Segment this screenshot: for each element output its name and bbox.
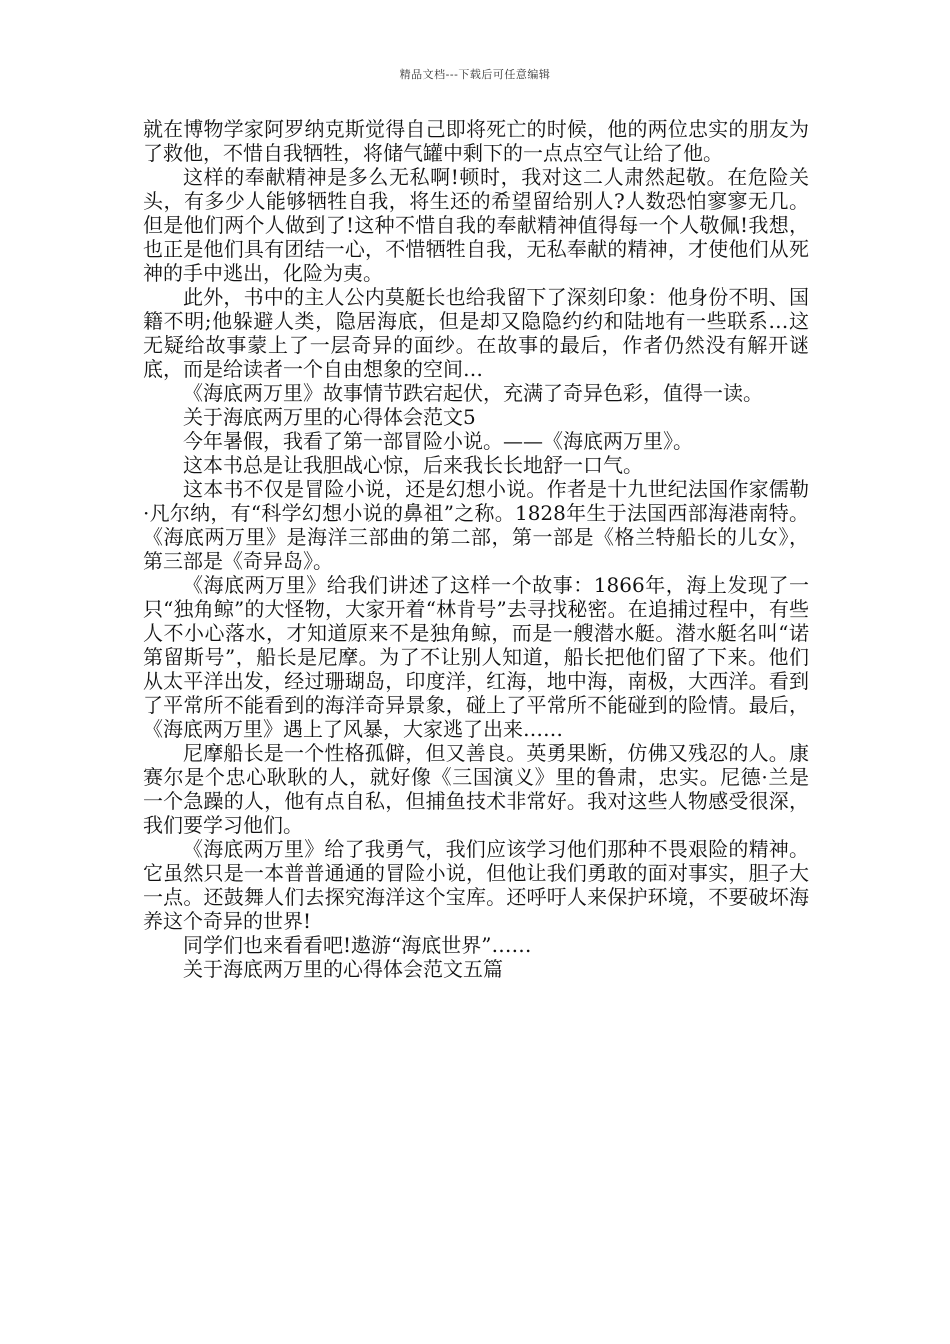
paragraph: 这本书总是让我胆战心惊，后来我长长地舒一口气。 [183,453,643,477]
paragraph: 《海底两万里》给了我勇气，我们应该学习他们那种不畏艰险的精神。它虽然只是一本普普通通的冒险小说，但他让我们勇敢的面对事实，胆子大一点。还鼓舞人们去探究海洋这个宝库。还呼吁人来保护环境，不要破坏海养这个奇异的世界! [143,837,809,933]
paragraph: 《海底两万里》故事情节跌宕起伏，充满了奇异色彩，值得一读。 [183,381,763,405]
paragraph: 尼摩船长是一个性格孤僻，但又善良。英勇果断，仿佛又残忍的人。康赛尔是个忠心耿耿的人，就好像《三国演义》里的鲁肃，忠实。尼德·兰是一个急躁的人，他有点自私，但捕鱼技术非常好。我对这些人物感受很深，我们要学习他们。 [143,741,809,837]
paragraph: 同学们也来看看吧!遨游“海底世界”…… [183,933,532,957]
document-body [143,117,809,981]
paragraph: 今年暑假，我看了第一部冒险小说。——《海底两万里》。 [183,429,693,453]
page-header: 精品文档---下载后可任意编辑 [399,68,551,81]
section-heading: 关于海底两万里的心得体会范文5 [183,405,476,429]
section-heading: 关于海底两万里的心得体会范文五篇 [183,957,503,981]
paragraph: 这样的奉献精神是多么无私啊!顿时，我对这二人肃然起敬。在危险关头，有多少人能够牺牲自我，将生还的希望留给别人?人数恐怕寥寥无几。但是他们两个人做到了!这种不惜自我的奉献精神值得每一个人敬佩!我想，也正是他们具有团结一心，不惜牺牲自我，无私奉献的精神，才使他们从死神的手中逃出，化险为夷。 [143,165,809,285]
paragraph: 《海底两万里》给我们讲述了这样一个故事：1866年，海上发现了一只“独角鲸”的大怪物，大家开着“林肯号”去寻找秘密。在追捕过程中，有些人不小心落水，才知道原来不是独角鲸，而是一艘潜水艇。潜水艇名叫“诺第留斯号”，船长是尼摩。为了不让别人知道，船长把他们留了下来。他们从太平洋出发，经过珊瑚岛，印度洋，红海，地中海，南极，大西洋。看到了平常所不能看到的海洋奇异景象，碰上了平常所不能碰到的险情。最后，《海底两万里》遇上了风暴，大家逃了出来…… [143,573,809,741]
paragraph: 此外，书中的主人公内莫艇长也给我留下了深刻印象：他身份不明、国籍不明;他躲避人类，隐居海底，但是却又隐隐约约和陆地有一些联系…这无疑给故事蒙上了一层奇异的面纱。在故事的最后，作者仍然没有解开谜底，而是给读者一个自由想象的空间… [143,285,809,381]
paragraph: 这本书不仅是冒险小说，还是幻想小说。作者是十九世纪法国作家儒勒·凡尔纳，有“科学幻想小说的鼻祖”之称。1828年生于法国西部海港南特。《海底两万里》是海洋三部曲的第二部，第一部是《格兰特船长的儿女》，第三部是《奇异岛》。 [143,477,809,573]
paragraph: 就在博物学家阿罗纳克斯觉得自己即将死亡的时候，他的两位忠实的朋友为了救他，不惜自我牺牲，将储气罐中剩下的一点点空气让给了他。 [143,117,809,165]
